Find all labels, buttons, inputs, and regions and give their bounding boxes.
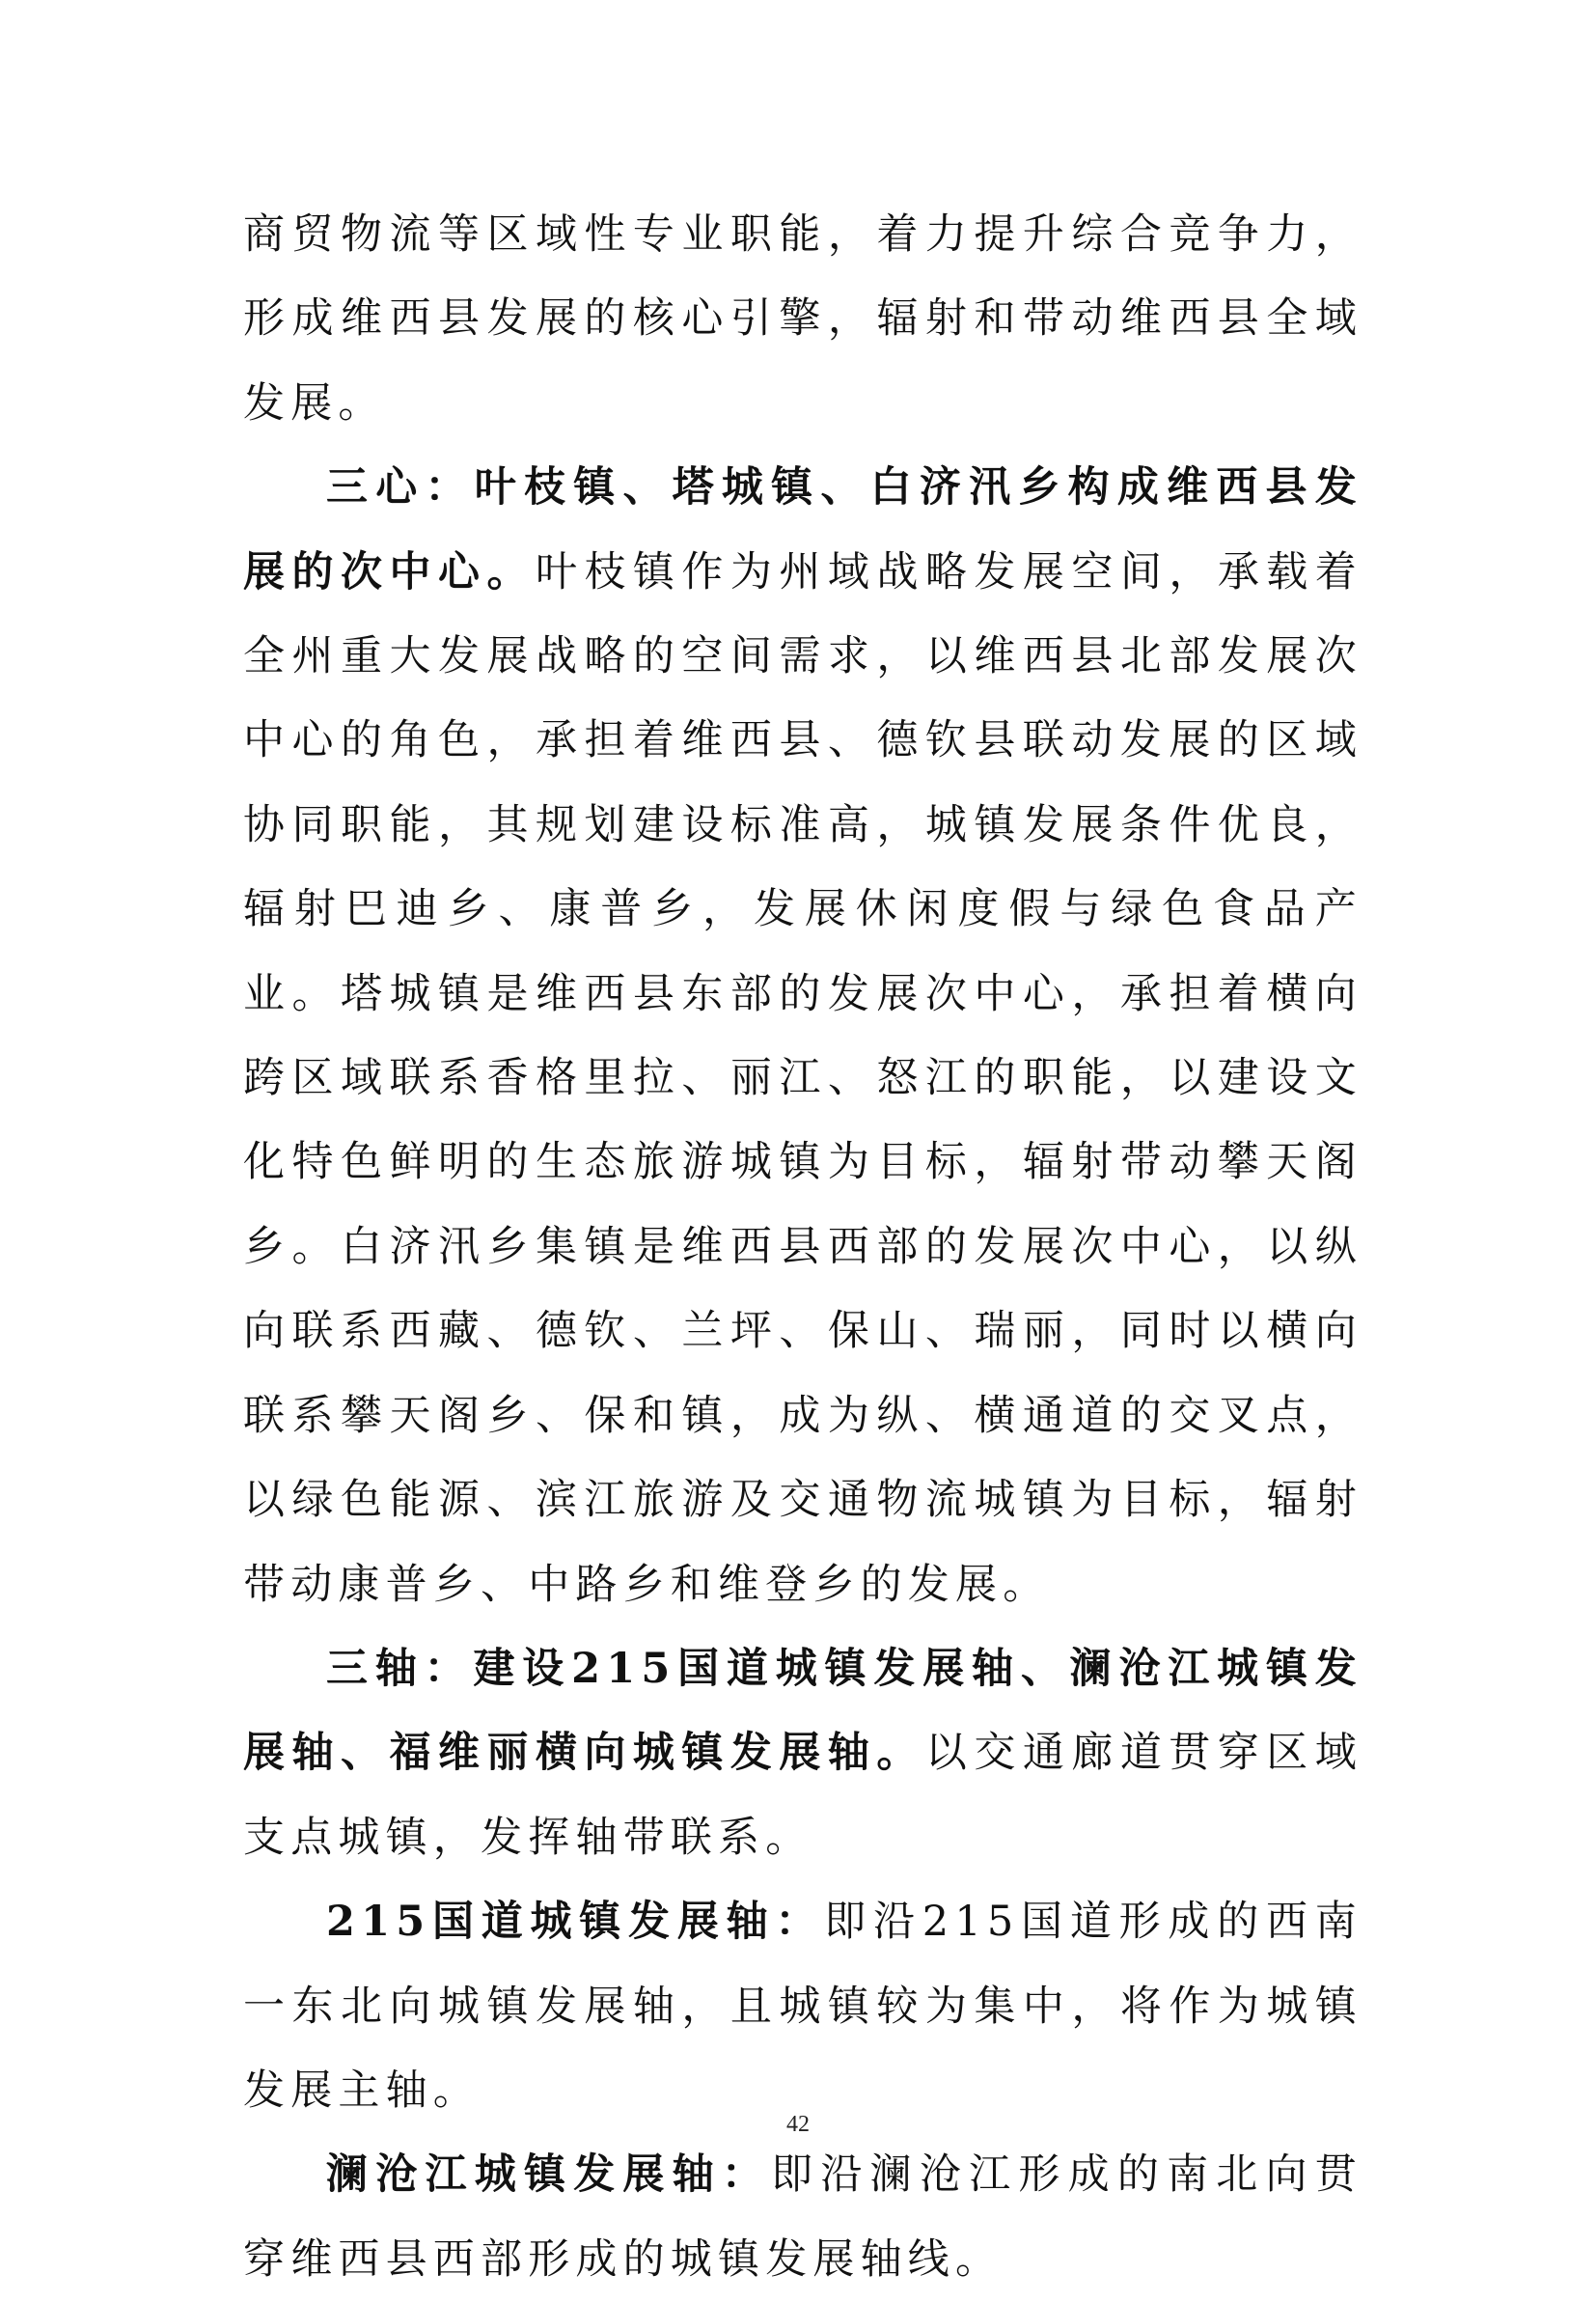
paragraph-text: 商贸物流等区域性专业职能，着力提升综合竞争力，形成维西县发展的核心引擎，辐射和带动维西县全域发展。 — [243, 210, 1362, 428]
paragraph-215-axis — [243, 1880, 1362, 2133]
paragraph-text: 即沿215国道形成的西南一东北向城镇发展轴，且城镇较为集中，将作为城镇发展主轴。 — [243, 1898, 1362, 2115]
paragraph-text: 以交通廊道贯穿区域支点城镇，发挥轴带联系。 — [243, 1729, 1362, 1862]
paragraph-continuation — [243, 193, 1362, 446]
paragraph-lead: 215国道城镇发展轴： — [326, 1898, 825, 1947]
paragraph-lancang-axis — [243, 2133, 1362, 2302]
paragraph-three-centers — [243, 446, 1362, 1627]
paragraph-text: 叶枝镇作为州域战略发展空间，承载着全州重大发展战略的空间需求，以维西县北部发展次中心的角色，承担着维西县、德钦县联动发展的区域协同职能，其规划建设标准高，城镇发展条件优良，辐射巴迪乡、康普乡，发展休闲度假与绿色食品产业。塔城镇是维西县东部的发展次中心，承担着横向跨区域联系香格里拉、丽江、怒江的职能，以建设文化特色鲜明的生态旅游城镇为目标，辐射带动攀天阁乡。白济汛乡集镇是维西县西部的发展次中心，以纵向联系西藏、德钦、兰坪、保山、瑞丽，同时以横向联系攀天阁乡、保和镇，成为纵、横通道的交叉点，以绿色能源、滨江旅游及交通物流城镇为目标，辐射带动康普乡、中路乡和维登乡的发展。 — [243, 547, 1363, 1609]
page-number: 42 — [786, 2112, 810, 2137]
paragraph-lead: 澜沧江城镇发展轴： — [326, 2150, 772, 2200]
paragraph-text: 即沿澜沧江形成的南北向贯穿维西县西部形成的城镇发展轴线。 — [243, 2150, 1362, 2284]
document-body — [243, 193, 1362, 2302]
paragraph-lead: 三轴：建设215国道城镇发展轴、澜沧江城镇发展轴、福维丽横向城镇发展轴。 — [243, 1644, 1362, 1778]
paragraph-three-axes — [243, 1627, 1362, 1880]
paragraph-lead: 三心：叶枝镇、塔城镇、白济汛乡构成维西县发展的次中心。 — [243, 463, 1362, 596]
